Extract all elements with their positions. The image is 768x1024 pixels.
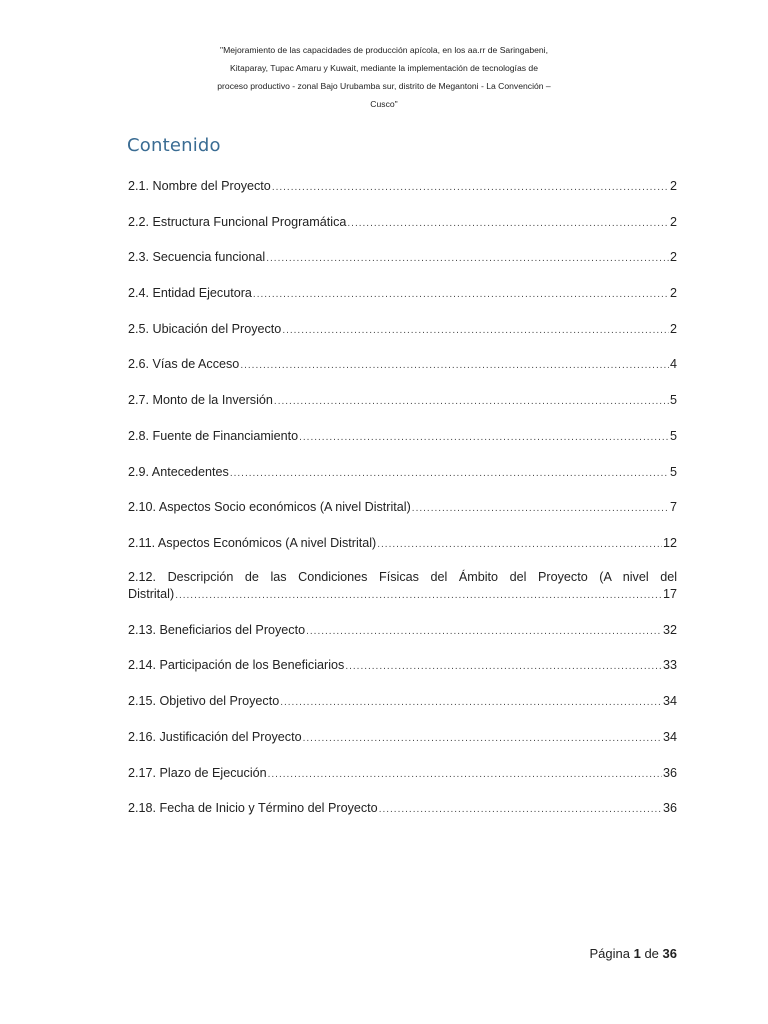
toc-entry-page: 34 — [662, 729, 677, 744]
toc-entry-label: 2.2. Estructura Funcional Programática — [128, 214, 347, 229]
toc-entry[interactable] — [128, 285, 677, 304]
toc-entry-label: 2.3. Secuencia funcional — [128, 250, 266, 265]
toc-entry-page: 2 — [669, 179, 677, 193]
document-header — [170, 41, 598, 113]
toc-entry-label: 2.7. Monto de la Inversión — [128, 393, 273, 408]
toc-entry-label: 2.11. Aspectos Económicos (A nivel Distrital) — [128, 535, 377, 550]
toc-entry-page: 5 — [669, 428, 677, 443]
toc-heading: Contenido — [127, 135, 221, 156]
toc-entry-label: 2.8. Fuente de Financiamiento — [128, 428, 299, 443]
toc-entry[interactable] — [128, 499, 677, 518]
toc-dot-leader — [347, 215, 669, 233]
toc-entry-label: 2.17. Plazo de Ejecución — [128, 765, 267, 780]
footer-page-word: Página — [589, 946, 630, 961]
toc-entry-label-continued: Distrital) — [128, 587, 175, 602]
toc-entry-label: 2.9. Antecedentes — [128, 464, 229, 479]
toc-dot-leader — [377, 536, 662, 554]
header-line: "Mejoramiento de las capacidades de producción apícola, en los aa.rr de Saringabeni, — [220, 45, 548, 55]
toc-dot-leader — [379, 801, 662, 819]
toc-entry-page: 7 — [669, 500, 677, 515]
toc-entry-label: 2.10. Aspectos Socio económicos (A nivel Distrital) — [128, 500, 411, 515]
toc-dot-leader — [303, 730, 662, 748]
toc-entry-label: 2.6. Vías de Acceso — [128, 357, 240, 372]
footer-total-pages: 36 — [662, 946, 677, 961]
header-line: Kitaparay, Tupac Amaru y Kuwait, mediante la implementación de tecnologías de — [230, 63, 538, 73]
toc-entry-label: 2.14. Participación de los Beneficiarios — [128, 658, 345, 673]
toc-entry[interactable] — [128, 800, 677, 819]
toc-entry-page: 5 — [669, 393, 677, 408]
toc-entry[interactable] — [128, 428, 677, 447]
toc-entry-page: 33 — [662, 658, 677, 673]
toc-entry-label: 2.13. Beneficiarios del Proyecto — [128, 622, 306, 637]
toc-entry-label: 2.1. Nombre del Proyecto — [128, 179, 271, 193]
toc-entry-page: 2 — [669, 214, 677, 229]
toc-dot-leader — [272, 179, 669, 197]
table-of-contents — [128, 178, 677, 819]
footer-of-word: de — [644, 946, 659, 961]
toc-dot-leader — [230, 465, 669, 483]
toc-entry-label: 2.18. Fecha de Inicio y Término del Proyecto — [128, 801, 378, 816]
toc-entry-page: 36 — [662, 765, 677, 780]
toc-entry[interactable] — [128, 657, 677, 676]
toc-dot-leader — [274, 393, 669, 411]
toc-entry-page: 32 — [662, 622, 677, 637]
toc-entry[interactable] — [128, 321, 677, 340]
toc-entry-label: 2.15. Objetivo del Proyecto — [128, 694, 280, 709]
header-line: proceso productivo - zonal Bajo Urubamba sur, distrito de Megantoni - La Convención – — [217, 81, 551, 91]
toc-entry[interactable] — [128, 464, 677, 483]
toc-entry[interactable] — [128, 622, 677, 641]
toc-entry-page: 2 — [669, 321, 677, 336]
toc-dot-leader — [253, 286, 669, 304]
toc-dot-leader — [280, 694, 662, 712]
toc-entry-continuation — [128, 586, 677, 605]
toc-entry[interactable] — [128, 214, 677, 233]
toc-entry[interactable] — [128, 178, 677, 197]
toc-dot-leader — [266, 250, 669, 268]
toc-entry-label: 2.5. Ubicación del Proyecto — [128, 321, 282, 336]
page-footer — [560, 946, 677, 961]
footer-current-page: 1 — [633, 946, 641, 961]
toc-entry-page: 17 — [662, 587, 677, 602]
toc-dot-leader — [306, 623, 662, 641]
toc-entry[interactable] — [128, 569, 677, 605]
toc-dot-leader — [240, 357, 669, 375]
toc-dot-leader — [412, 500, 669, 518]
toc-entry[interactable] — [128, 765, 677, 784]
toc-dot-leader — [175, 587, 662, 605]
header-line: Cusco" — [370, 99, 398, 109]
toc-entry-page: 2 — [669, 250, 677, 265]
toc-dot-leader — [268, 766, 662, 784]
toc-entry[interactable] — [128, 535, 677, 554]
toc-entry-page: 36 — [662, 801, 677, 816]
toc-entry[interactable] — [128, 729, 677, 748]
toc-entry[interactable] — [128, 356, 677, 375]
toc-dot-leader — [345, 658, 662, 676]
toc-entry-label: 2.12. Descripción de las Condiciones Físicas del Ámbito del Proyecto (A nivel del — [128, 569, 677, 584]
toc-entry-label: 2.16. Justificación del Proyecto — [128, 729, 302, 744]
toc-entry[interactable] — [128, 693, 677, 712]
toc-entry-page: 12 — [662, 535, 677, 550]
toc-entry[interactable] — [128, 392, 677, 411]
toc-dot-leader — [299, 429, 669, 447]
toc-entry-page: 2 — [669, 286, 677, 301]
toc-entry[interactable] — [128, 249, 677, 268]
toc-entry-label: 2.4. Entidad Ejecutora — [128, 286, 252, 301]
toc-entry-page: 34 — [662, 694, 677, 709]
toc-entry-page: 4 — [669, 357, 677, 372]
toc-dot-leader — [282, 322, 669, 340]
toc-entry-page: 5 — [669, 464, 677, 479]
